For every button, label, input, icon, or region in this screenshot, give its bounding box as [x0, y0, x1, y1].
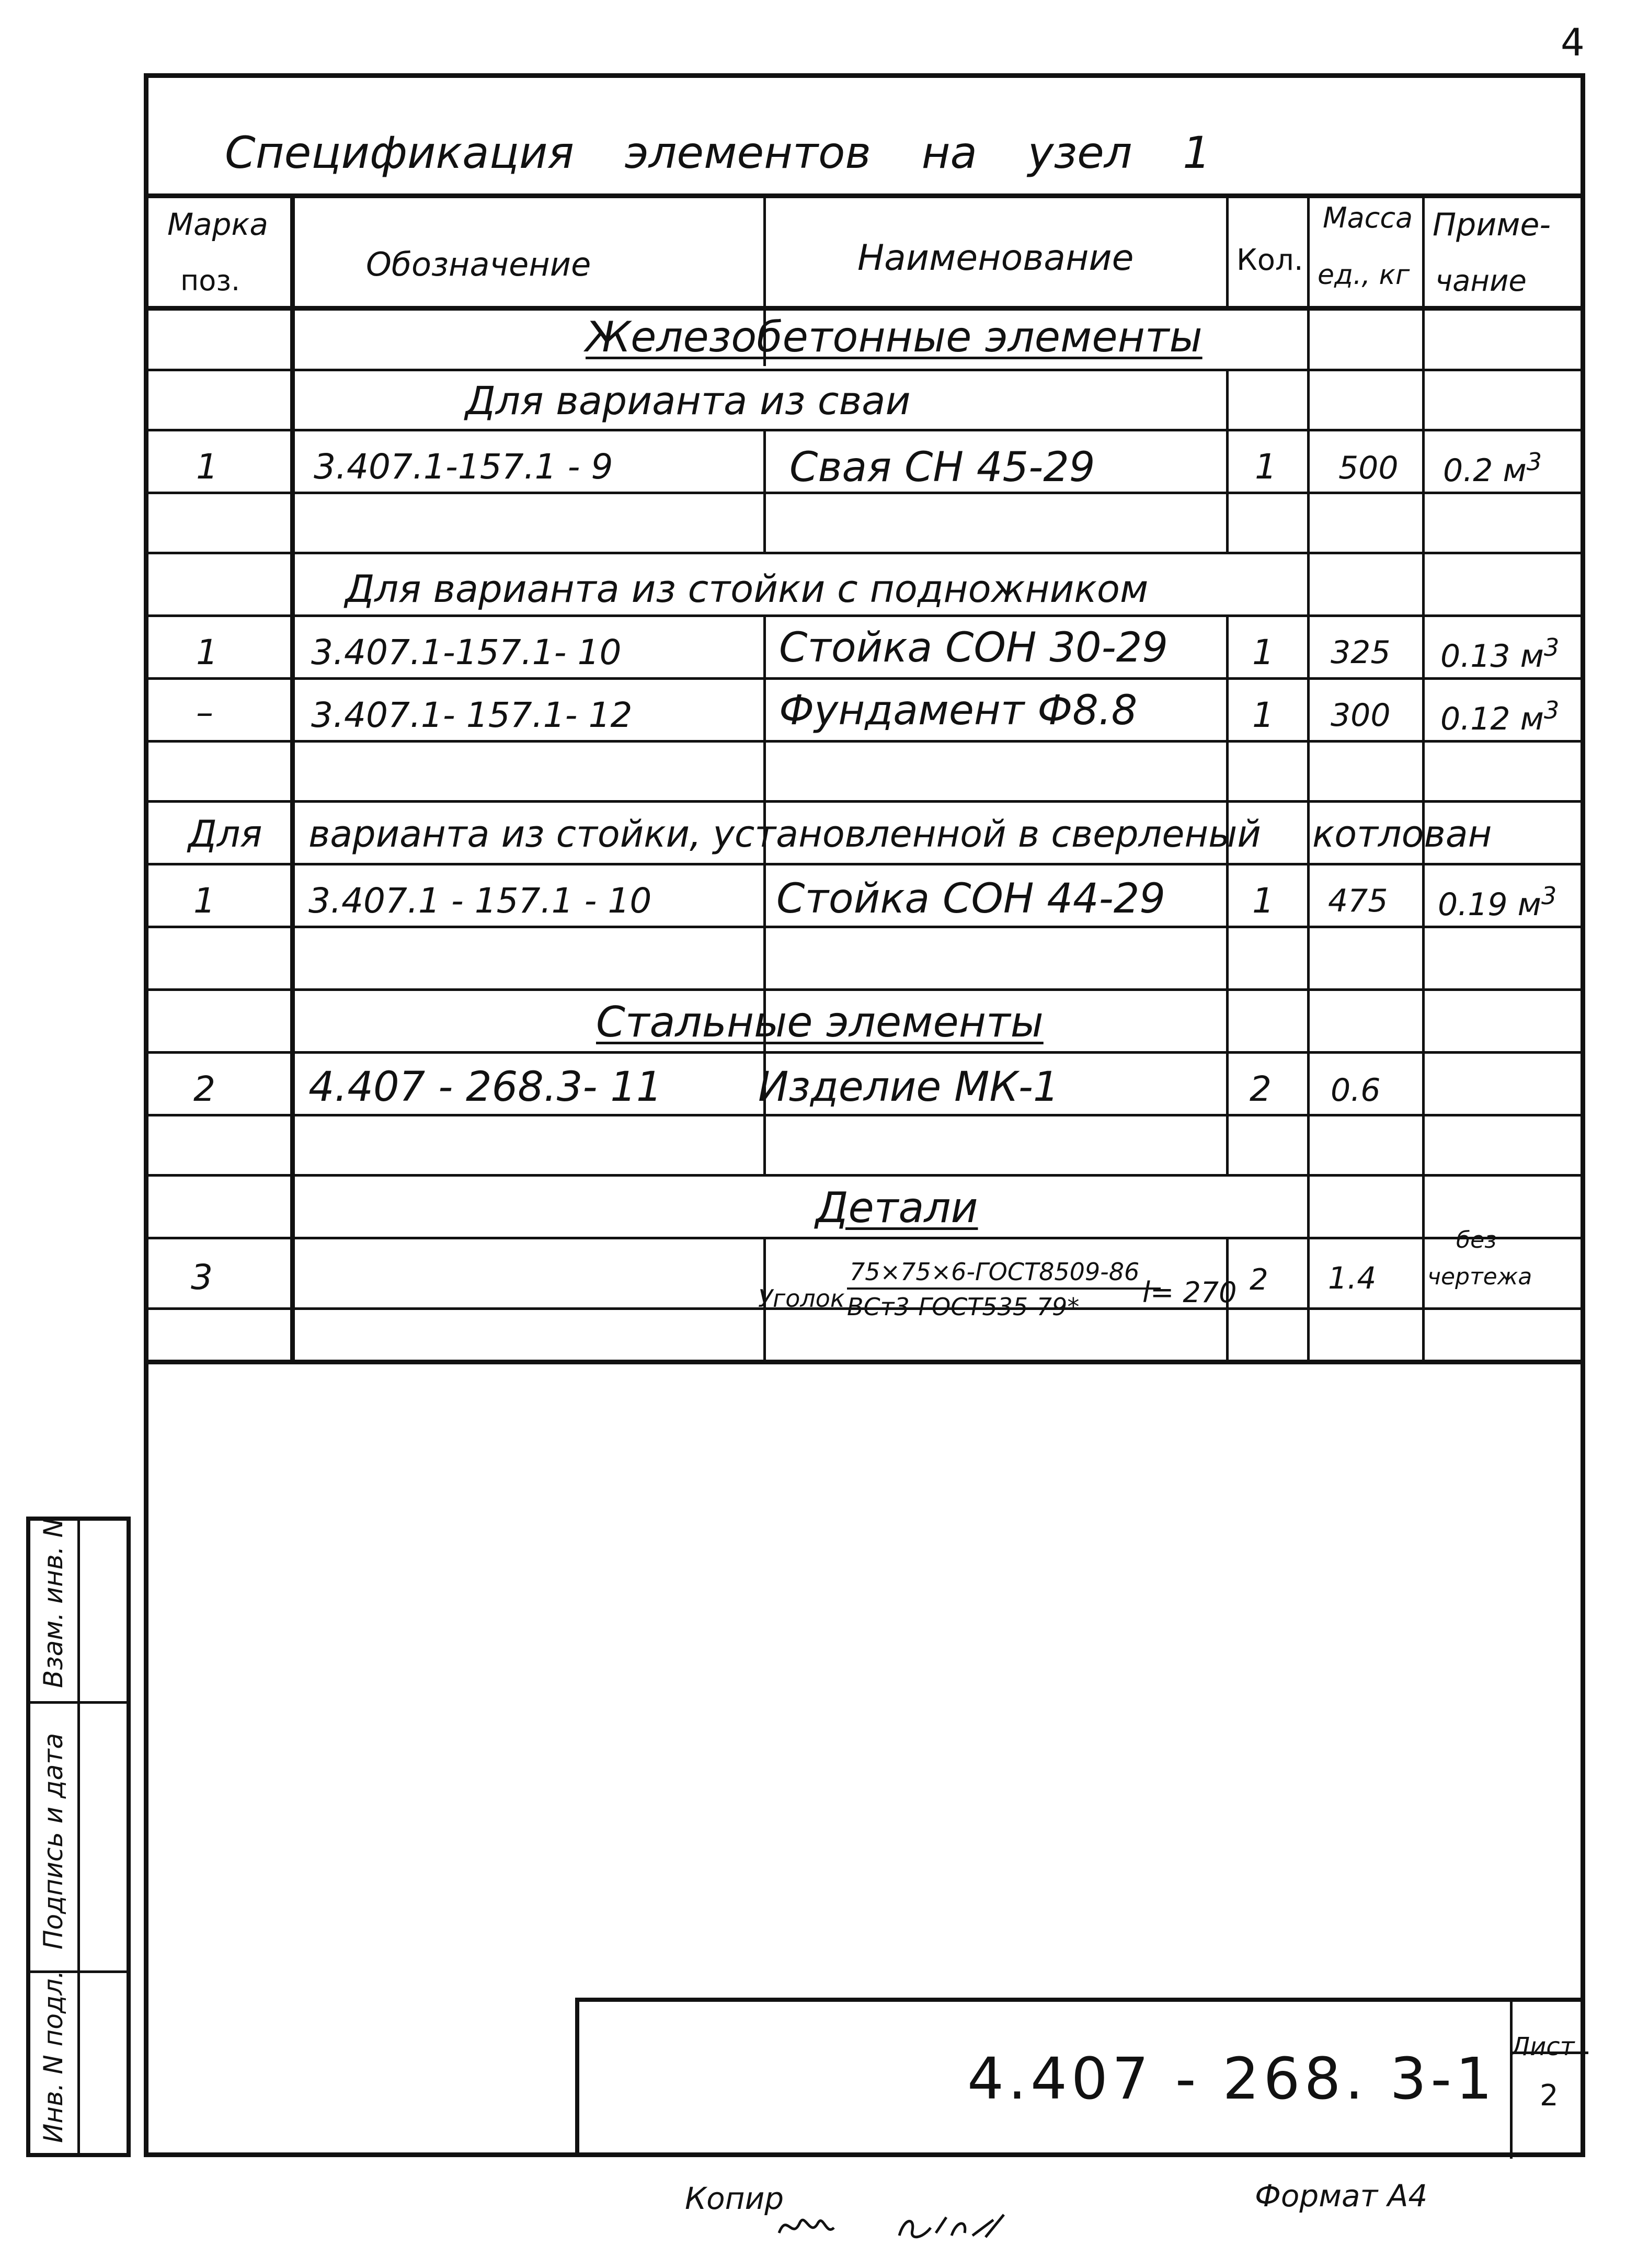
row1-mass: 500 [1338, 450, 1399, 486]
header-note-line2: чание [1435, 264, 1527, 298]
header-mark-line2: поз. [180, 264, 241, 297]
col-line-name [1226, 369, 1229, 554]
header-name: Наименование [857, 237, 1134, 279]
row3-name: Фундамент Ф8.8 [779, 687, 1138, 734]
row3-note-unit-power: 3 [1543, 696, 1560, 724]
row5-mark: 2 [193, 1069, 215, 1109]
row-line [144, 740, 1585, 743]
row6-name-suffix: l= 270 [1142, 1276, 1237, 1309]
row6-fraction-bar [847, 1287, 1161, 1290]
sheet-number: 2 [1540, 2079, 1559, 2113]
row6-name-denominator: ВСт3-ГОСТ535-79* [847, 1293, 1080, 1321]
row-line [144, 988, 1585, 991]
footer-copy: Копир [685, 2181, 784, 2216]
row2-note [1440, 633, 1560, 675]
col-line-name [1226, 1051, 1229, 1177]
row4-mark: 1 [193, 881, 215, 921]
row6-mass: 1.4 [1328, 1260, 1377, 1296]
row3-note [1440, 698, 1559, 735]
row2-note-value: 0.13 м [1440, 638, 1544, 675]
row-line [144, 1174, 1585, 1177]
col-line-name [1226, 863, 1229, 1051]
row-line [144, 800, 1585, 803]
row1-note-unit-power: 3 [1526, 448, 1542, 476]
row-line [144, 1114, 1585, 1116]
row2-mark: 1 [196, 632, 218, 673]
row4-note-value: 0.19 м [1438, 886, 1541, 923]
row-line [144, 1237, 1585, 1239]
col-line-qty [1307, 193, 1310, 1362]
row4-name: Стойка СОН 44-29 [776, 875, 1165, 922]
row2-note-unit-power: 3 [1543, 633, 1560, 662]
page-number: 4 [1561, 20, 1585, 64]
row3-mark: – [196, 692, 213, 733]
row6-note-line2: чертежа [1427, 1263, 1532, 1290]
row-line [144, 926, 1585, 928]
row1-name: Свая СН 45-29 [789, 444, 1095, 491]
side-label-signature-date: Подпись и дата [38, 1733, 68, 1950]
header-mass-line1: Масса [1323, 201, 1413, 234]
side-stamp-strip [26, 1517, 131, 2157]
sheet-label: Лист [1511, 2032, 1575, 2061]
row-line [144, 492, 1585, 494]
row3-qty: 1 [1252, 695, 1274, 735]
footer-format: Формат А4 [1255, 2178, 1428, 2214]
row1-note-value: 0.2 м [1443, 452, 1527, 489]
row1-mark: 1 [196, 447, 218, 487]
col-line-name [1226, 193, 1229, 306]
col-line-designation [763, 429, 766, 554]
row-line [144, 677, 1585, 680]
row1-designation: 3.407.1-157.1 - 9 [314, 447, 613, 487]
row-line [144, 429, 1585, 431]
title-block-divider [1510, 2002, 1513, 2159]
row6-name-numerator: 75×75×6-ГОСТ8509-86 [850, 1258, 1140, 1286]
row4-note [1438, 882, 1557, 923]
row3-note-value: 0.12 м [1440, 701, 1544, 737]
section-variant-post-footing: Для варианта из стойки с подножником [345, 567, 1149, 611]
row2-name: Стойка СОН 30-29 [779, 624, 1168, 671]
section-steel: Стальные элементы [596, 998, 1044, 1046]
row1-qty: 1 [1255, 447, 1277, 487]
section-variant-drilled-prefix: Для [188, 813, 262, 856]
side-label-original-inventory: Инв. N подл. [38, 1970, 68, 2143]
header-note-line1: Приме- [1433, 207, 1551, 243]
row1-note [1443, 448, 1542, 489]
row5-qty: 2 [1250, 1069, 1272, 1109]
section-reinforced-concrete: Железобетонные элементы [586, 313, 1203, 361]
copier-signature [774, 2191, 1014, 2249]
row6-name-prefix: Уголок [758, 1284, 845, 1313]
table-bottom-line [144, 1360, 1585, 1364]
section-details: Детали [816, 1183, 978, 1232]
header-top-line [144, 193, 1585, 198]
header-mass-line2: ед., кг [1318, 259, 1410, 291]
row2-mass: 325 [1331, 634, 1391, 671]
row6-mark: 3 [191, 1257, 213, 1297]
section-variant-drilled: варианта из стойки, установленной в сверленый [308, 813, 1261, 856]
side-label-replaced-inventory: Взам. инв. N [38, 1518, 68, 1688]
row-line [144, 552, 1585, 554]
row-line [144, 863, 1585, 865]
col-line-mass [1422, 193, 1425, 1362]
row4-mass: 475 [1328, 883, 1388, 919]
document-code: 4.407 - 268. 3-1 [967, 2045, 1497, 2112]
section-variant-pile: Для варианта из сваи [465, 379, 911, 424]
row4-note-unit-power: 3 [1541, 882, 1557, 910]
row5-name: Изделие МК-1 [758, 1064, 1059, 1111]
row2-designation: 3.407.1-157.1- 10 [311, 632, 622, 673]
col-line-mark [290, 193, 295, 1362]
header-designation: Обозначение [366, 245, 591, 283]
header-bottom-line [144, 306, 1585, 311]
row-line [144, 614, 1585, 617]
header-qty: Кол. [1236, 243, 1303, 277]
row3-mass: 300 [1331, 697, 1391, 734]
row6-qty: 2 [1250, 1263, 1268, 1297]
row4-qty: 1 [1252, 881, 1274, 921]
row-line [144, 369, 1585, 371]
row6-note-line1: без [1456, 1227, 1497, 1253]
row2-qty: 1 [1252, 632, 1274, 673]
section-variant-drilled-suffix: котлован [1312, 813, 1492, 856]
side-strip-divider [77, 1521, 80, 2153]
row5-designation: 4.407 - 268.3- 11 [308, 1064, 662, 1111]
row5-mass: 0.6 [1331, 1072, 1381, 1109]
side-strip-row-line [30, 1701, 128, 1704]
row4-designation: 3.407.1 - 157.1 - 10 [308, 881, 652, 921]
header-mark-line1: Марка [167, 207, 268, 242]
row3-designation: 3.407.1- 157.1- 12 [311, 695, 633, 735]
page-title: Спецификация элементов на узел 1 [225, 127, 1211, 178]
row-line [144, 1051, 1585, 1054]
